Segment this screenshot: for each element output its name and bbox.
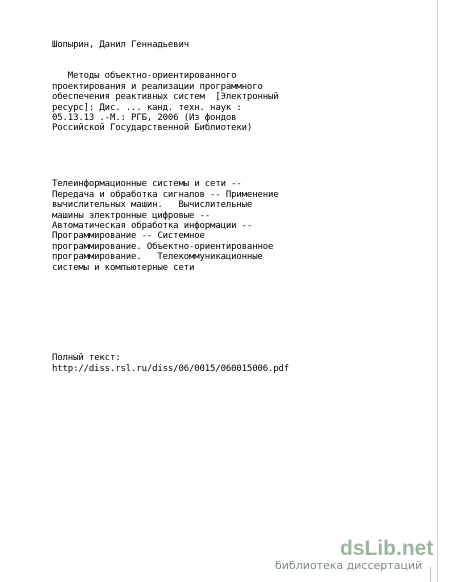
dslib-tagline: библиотека диссертаций — [275, 559, 423, 572]
record-line: Российской Государственной Библиотеки) — [52, 123, 253, 134]
record-line: обеспечения реактивных систем [Электронный — [52, 92, 279, 103]
record-line: 05.13.13 .-М.: РГБ, 2006 (Из фондов — [52, 113, 237, 124]
subject-line: системы и компьютерные сети — [52, 262, 195, 273]
subject-line: Телеинформационные системы и сети -- — [52, 179, 242, 190]
dslib-watermark — [275, 534, 435, 574]
dslib-logo — [340, 534, 434, 560]
subject-line: программирование. Телекоммуникационные — [52, 252, 263, 263]
bibliographic-record — [52, 61, 382, 134]
subject-line: вычислительных машин. Вычислительные — [52, 200, 253, 211]
subject-line: Программирование -- Системное — [52, 231, 205, 242]
record-line: ресурс]: Дис. ... канд. техн. наук : — [52, 102, 242, 113]
record-line: проектирования и реализации программного — [52, 81, 263, 92]
full-text-section — [52, 343, 382, 374]
full-text-link[interactable]: http://diss.rsl.ru/diss/06/0015/060015006.pdf — [52, 363, 290, 374]
subject-line: Автоматическая обработка информации -- — [52, 221, 253, 232]
page-edge-right — [437, 0, 438, 582]
full-text-label: Полный текст: — [52, 353, 121, 364]
subject-line: Передача и обработка сигналов -- Применение — [52, 189, 279, 200]
author-name: Шопырин, Данил Геннадьевич — [52, 40, 189, 50]
subject-line: программирование. Объектно-ориентированное — [52, 241, 274, 252]
record-line: Методы объектно-ориентированного — [52, 71, 237, 82]
subject-headings — [52, 169, 382, 273]
subject-line: машины электронные цифровые -- — [52, 210, 211, 221]
dslib-logo-text: dsLib.net — [340, 537, 434, 560]
